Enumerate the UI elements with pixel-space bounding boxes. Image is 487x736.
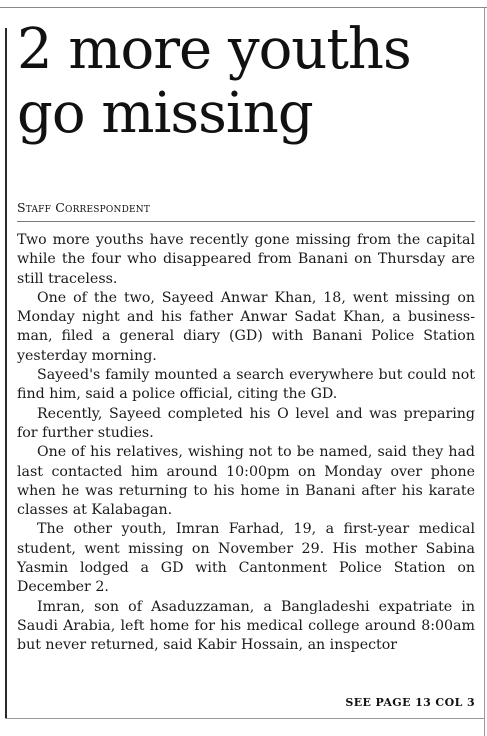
paragraph: Recently, Sayeed completed his O level and was preparing for further studies. (17, 405, 475, 441)
byline: Staff Correspondent (17, 200, 151, 215)
jump-line: SEE PAGE 13 COL 3 (345, 696, 475, 709)
byline-rule (17, 221, 475, 222)
top-border-rule (0, 7, 487, 8)
paragraph: Sayeed's family mounted a search everywhere but could not find him, said a police official, citing the GD. (17, 367, 475, 403)
right-border-rule (484, 8, 485, 736)
paragraph: The other youth, Imran Farhad, 19, a first-year medical student, went missing on November 29. His mother Sabina Yasmin lodged a GD with Cantonment Police Station on December 2. (17, 521, 475, 596)
bottom-rule (5, 718, 485, 719)
paragraph: One of his relatives, wishing not to be named, said they had last contacted him around 10:00pm on Monday over phone when he was returning to his home in Banani after his karate classes at Kalabagan. (17, 444, 475, 519)
headline: 2 more youths go missing (17, 17, 411, 146)
article-body (17, 231, 475, 656)
left-column-rule (5, 28, 7, 718)
paragraph: Imran, son of Asaduzzaman, a Bangladeshi expatriate in Saudi Arabia, left home for his medical college around 8:00am but never returned, said Kabir Hossain, an inspector (17, 598, 475, 654)
paragraph: One of the two, Sayeed Anwar Khan, 18, went missing on Monday night and his father Anwar Sadat Khan, a businessman, filed a general diary (GD) with Banani Police Station yesterday morning. (17, 289, 475, 364)
paragraph: Two more youths have recently gone missing from the capital while the four who disappeared from Banani on Thursday are still traceless. (17, 232, 475, 287)
